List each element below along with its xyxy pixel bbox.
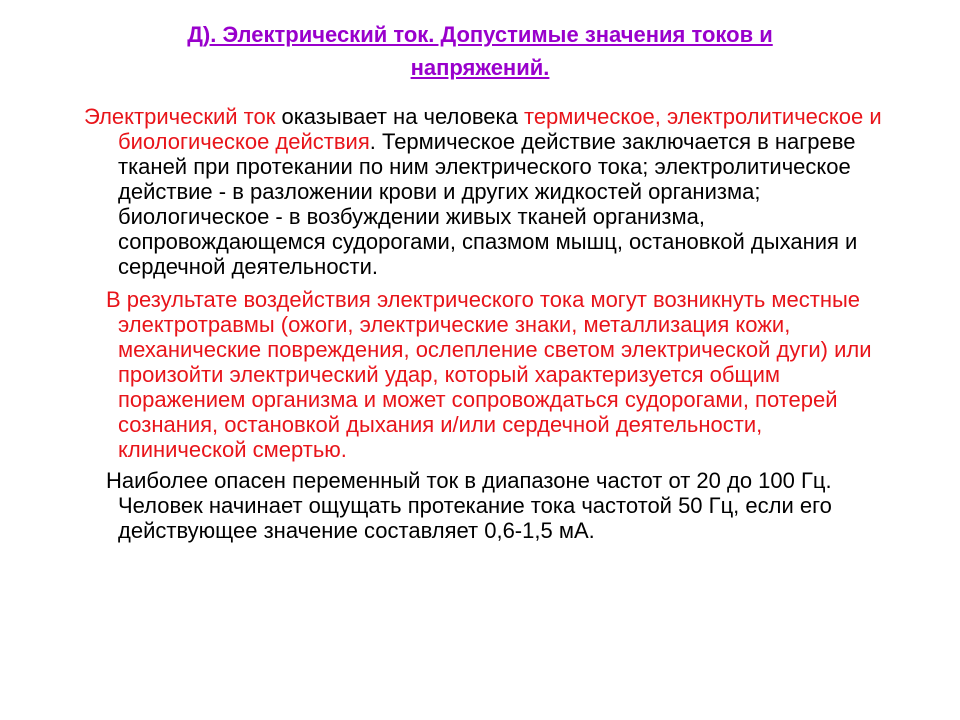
title-line-1: Д). Электрический ток. Допустимые значения токов и	[187, 22, 773, 47]
effects-list: термическое, электролитическое и биологическое действия	[118, 104, 882, 154]
paragraph-injuries: В результате воздействия электрического тока могут возникнуть местные электротравмы (ожоги, электрические знаки, металлизация кожи, механические повреждения, ослепление светом электрической дуги) или произойти электрический удар, который характеризуется общим поражением организма и может сопровождаться судорогами, потерей сознания, остановкой дыхания и/или сердечной деятельности, клинической смертью.	[106, 287, 872, 462]
paragraph-effects	[84, 104, 884, 279]
perception-threshold-text: Человек начинает ощущать протекание тока частотой 50 Гц, если его действующее значение составляет 0,6-1,5 мА.	[118, 493, 832, 543]
title-line-2: напряжений.	[410, 55, 550, 80]
paragraph-effects-text-a: оказывает на человека	[275, 104, 524, 129]
slide-body	[84, 104, 884, 543]
slide-title	[100, 18, 860, 84]
paragraph-effects-text-b: . Термическое действие заключается в нагреве тканей при протекании по ним электрического тока; электролитическое действие - в разложении крови и других жидкостей организма; биологическое - в возбуждении живых тканей организма, сопровождающемся судорогами, спазмом мышц, остановкой дыхания и сердечной деятельности.	[118, 129, 858, 279]
lead-term: Электрический ток	[84, 104, 276, 129]
paragraph-frequency	[84, 468, 884, 543]
frequency-danger-text: Наиболее опасен переменный ток в диапазоне частот от 20 до 100 Гц.	[106, 468, 832, 493]
